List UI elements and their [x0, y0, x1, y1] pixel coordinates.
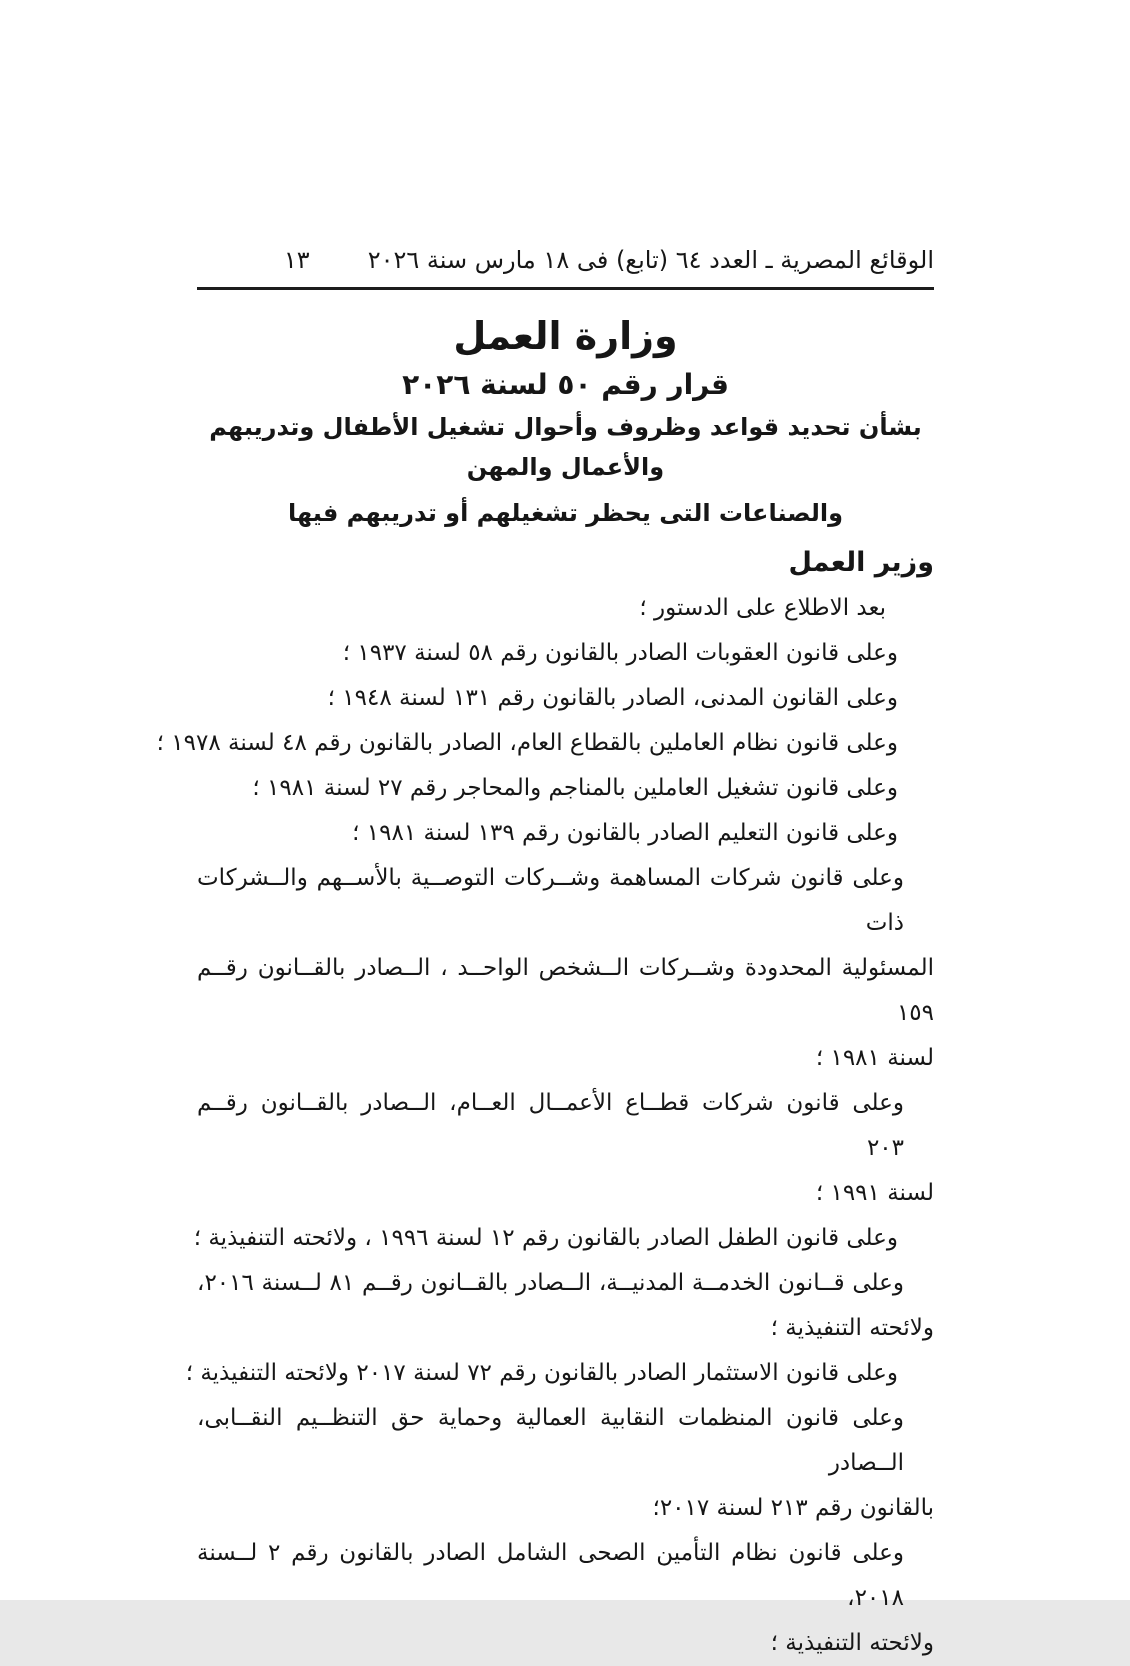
page-number: ١٣: [283, 246, 310, 274]
decree-preamble: [156, 586, 934, 1666]
preamble-line: وعلى قانون تشغيل العاملين بالمناجم والمحاجر رقم ٢٧ لسنة ١٩٨١ ؛: [252, 775, 898, 801]
preamble-line: وعلى قانون العقوبات الصادر بالقانون رقم ٥٨ لسنة ١٩٣٧ ؛: [342, 640, 898, 666]
preamble-line: وعلى قــانون الخدمــة المدنيــة، الــصادر بالقــانون رقــم ٨١ لــسنة ٢٠١٦،: [197, 1270, 904, 1296]
preamble-line: وعلى قانون شركات المساهمة وشــركات التوصــية بالأســهم والــشركات ذات: [197, 865, 904, 936]
preamble-line: وعلى قانون نظام التأمين الصحى الشامل الصادر بالقانون رقم ٢ لــسنة ٢٠١٨،: [197, 1540, 904, 1611]
preamble-line: ولائحته التنفيذية ؛: [770, 1630, 934, 1656]
preamble-line: وعلى قانون نظام العاملين بالقطاع العام، الصادر بالقانون رقم ٤٨ لسنة ١٩٧٨ ؛: [156, 730, 898, 756]
preamble-line: وعلى قانون التعليم الصادر بالقانون رقم ١٣٩ لسنة ١٩٨١ ؛: [352, 820, 898, 846]
gazette-issue-line: الوقائع المصرية ـ العدد ٦٤ (تابع) فى ١٨ مارس سنة ٢٠٢٦: [367, 246, 934, 274]
preamble-line: وعلى قانون الطفل الصادر بالقانون رقم ١٢ لسنة ١٩٩٦ ، ولائحته التنفيذية ؛: [193, 1225, 898, 1251]
preamble-line: وعلى قانون المنظمات النقابية العمالية وحماية حق التنظــيم النقــابى، الــصادر: [197, 1405, 904, 1476]
preamble-line: لسنة ١٩٨١ ؛: [815, 1045, 934, 1071]
preamble-line: بالقانون رقم ٢١٣ لسنة ٢٠١٧؛: [652, 1495, 934, 1521]
preamble-line: وعلى قانون الاستثمار الصادر بالقانون رقم ٧٢ لسنة ٢٠١٧ ولائحته التنفيذية ؛: [185, 1360, 898, 1386]
preamble-line: ولائحته التنفيذية ؛: [770, 1315, 934, 1341]
decree-subject-line-2: والصناعات التى يحظر تشغيلهم أو تدريبهم فيها: [287, 499, 844, 527]
preamble-line: المسئولية المحدودة وشــركات الــشخص الواحــد ، الــصادر بالقــانون رقــم ١٥٩: [197, 955, 934, 1026]
preamble-line: وعلى قانون شركات قطــاع الأعمــال العــام، الــصادر بالقــانون رقــم ٢٠٣: [197, 1090, 904, 1161]
preamble-line: بعد الاطلاع على الدستور ؛: [639, 595, 886, 621]
decree-subject-line-1: بشأن تحديد قواعد وظروف وأحوال تشغيل الأطفال وتدريبهم والأعمال والمهن: [209, 413, 922, 481]
ministry-title: وزارة العمل: [453, 314, 678, 358]
preamble-line: وعلى القانون المدنى، الصادر بالقانون رقم ١٣١ لسنة ١٩٤٨ ؛: [327, 685, 898, 711]
running-head: [197, 246, 934, 274]
preamble-line: لسنة ١٩٩١ ؛: [815, 1180, 934, 1206]
header-rule: [197, 287, 934, 290]
issuer-heading: وزير العمل: [788, 547, 934, 578]
decree-number-title: قرار رقم ٥٠ لسنة ٢٠٢٦: [402, 368, 729, 401]
